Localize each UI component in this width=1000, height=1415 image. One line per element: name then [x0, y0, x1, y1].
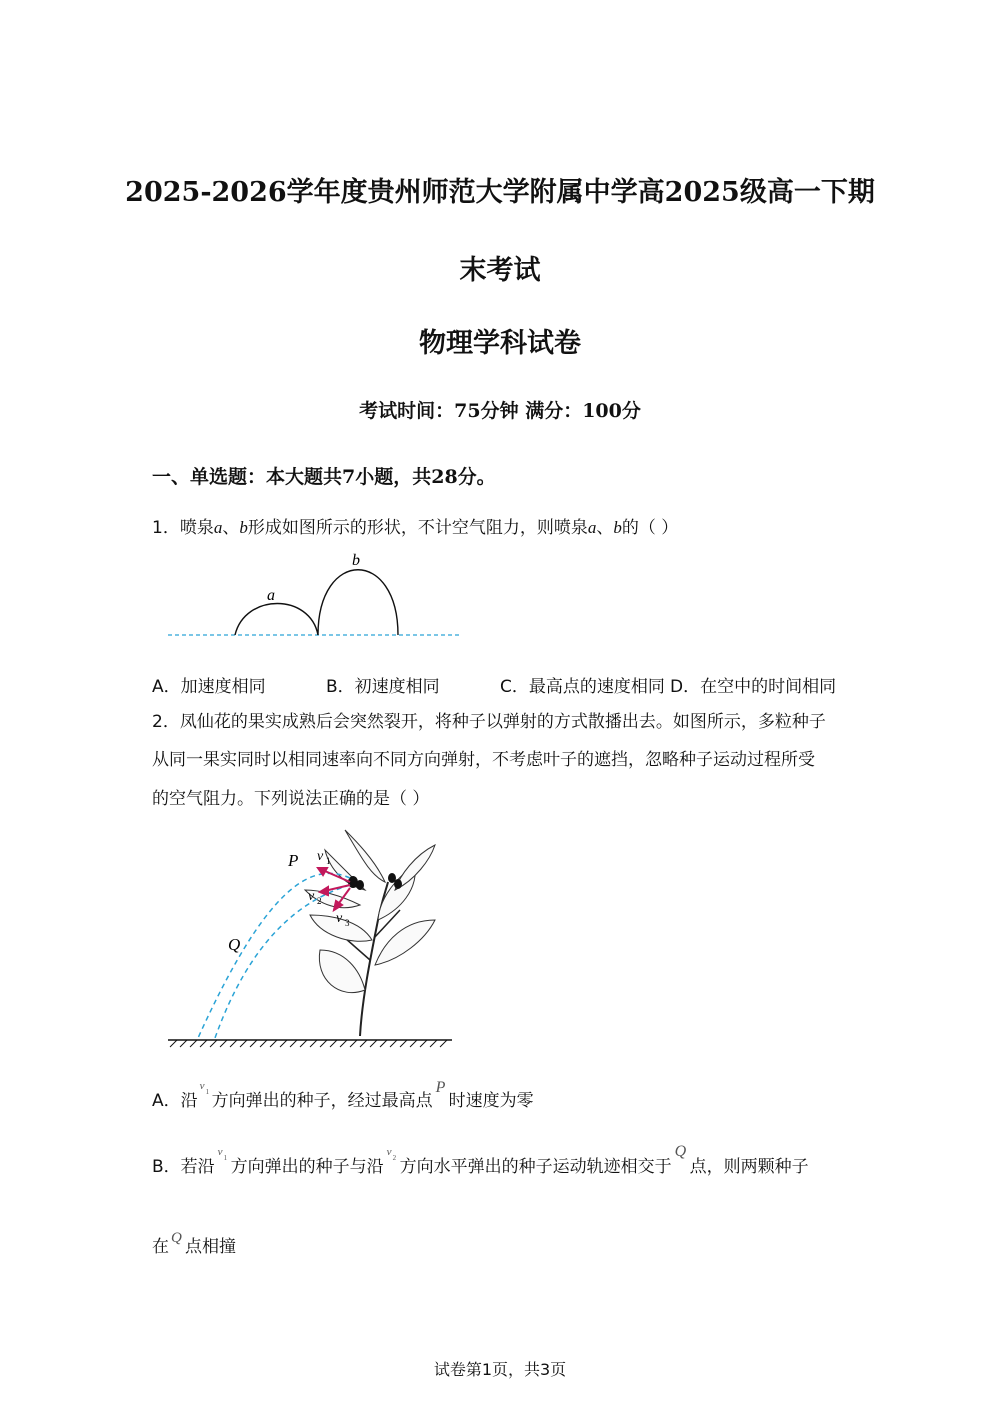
- subject-title: 物理学科试卷: [419, 328, 581, 359]
- q1-var-a2: a: [587, 518, 597, 537]
- q1-label-a: a: [267, 587, 275, 604]
- q2-optB-sub1: 1: [223, 1154, 228, 1162]
- exam-title-line1: 2025-2026学年度贵州师范大学附属中学高2025级高一下期: [125, 177, 875, 208]
- q2-label-v2: v: [308, 889, 315, 904]
- q2-optB-line2-suffix: 点相撞: [185, 1237, 236, 1257]
- q2-stem-line3: 的空气阻力。下列说法正确的是（ ）: [152, 789, 430, 809]
- q1-var-b: b: [239, 518, 248, 537]
- q2-optB-prefix: B．若沿: [152, 1157, 215, 1177]
- q2-plant-leaves: [305, 830, 435, 993]
- q2-optA-suffix: 时速度为零: [448, 1091, 534, 1111]
- q2-optA-prefix: A．沿: [152, 1091, 198, 1111]
- q2-label-v1: v: [317, 849, 324, 864]
- q2-label-q: Q: [228, 935, 241, 954]
- q2-plant-figure: [160, 820, 460, 1052]
- exam-info: 考试时间：75分钟 满分：100分: [359, 400, 641, 422]
- q2-optB-line2-prefix: 在: [152, 1237, 169, 1257]
- q2-option-b-line2: [152, 1232, 236, 1259]
- q2-optB-mid1: 方向弹出的种子与沿: [230, 1157, 384, 1177]
- section-heading: 一、单选题：本大题共7小题，共28分。: [152, 466, 496, 488]
- q2-optA-sub: 1: [205, 1088, 210, 1096]
- q1-label-b: b: [352, 552, 360, 569]
- q1-option-c[interactable]: C．最高点的速度相同: [500, 677, 665, 697]
- q2-optB-v2: v: [386, 1146, 392, 1158]
- q1-fountain-b: [318, 570, 398, 635]
- q1-fountain-a: [235, 604, 318, 636]
- q2-optA-mid: 方向弹出的种子，经过最高点: [211, 1091, 433, 1111]
- q2-optB-line2-Q: Q: [171, 1230, 182, 1246]
- q1-fountain-figure: [160, 548, 470, 643]
- q2-optB-Q: Q: [674, 1143, 687, 1160]
- q2-label-v2-sub: 2: [317, 896, 322, 906]
- q1-option-d[interactable]: D．在空中的时间相同: [670, 677, 837, 697]
- q2-ground-hatch: [170, 1040, 447, 1047]
- q2-label-v1-sub: 1: [326, 856, 331, 866]
- q1-stem: [152, 518, 678, 538]
- exam-title-line2: 末考试: [459, 255, 541, 286]
- q1-option-a[interactable]: A．加速度相同: [152, 677, 266, 697]
- q2-optA-v: v: [199, 1080, 205, 1092]
- q1-stem-suffix: 的（ ）: [621, 518, 679, 538]
- q2-optB-suffix: 点，则两颗种子: [689, 1157, 809, 1177]
- q2-option-b[interactable]: [152, 1143, 809, 1179]
- q2-stem-line2: 从同一果实同时以相同速率向不同方向弹射，不考虑叶子的遮挡，忽略种子运动过程所受: [152, 750, 815, 770]
- q1-option-b[interactable]: B．初速度相同: [326, 677, 440, 697]
- q1-sep1: 、: [222, 518, 240, 538]
- q2-label-v3: v: [336, 911, 343, 926]
- q1-stem-prefix: 1．喷泉: [152, 518, 214, 538]
- q1-sep2: 、: [596, 518, 614, 538]
- q1-var-b2: b: [613, 518, 622, 537]
- q2-optA-P: P: [435, 1079, 446, 1096]
- q2-option-a[interactable]: [152, 1079, 534, 1113]
- page-footer: 试卷第1页，共3页: [433, 1360, 567, 1379]
- q1-var-a: a: [213, 518, 223, 537]
- q2-label-p: P: [288, 851, 299, 870]
- q2-optB-sub2: 2: [392, 1154, 397, 1162]
- q1-stem-mid: 形成如图所示的形状，不计空气阻力，则喷泉: [247, 518, 588, 538]
- q2-optB-v1: v: [217, 1146, 223, 1158]
- q2-stem-line1: 2．凤仙花的果实成熟后会突然裂开，将种子以弹射的方式散播出去。如图所示，多粒种子: [152, 712, 826, 732]
- q2-label-v3-sub: 3: [345, 918, 350, 928]
- q2-optB-mid2: 方向水平弹出的种子运动轨迹相交于: [399, 1157, 672, 1177]
